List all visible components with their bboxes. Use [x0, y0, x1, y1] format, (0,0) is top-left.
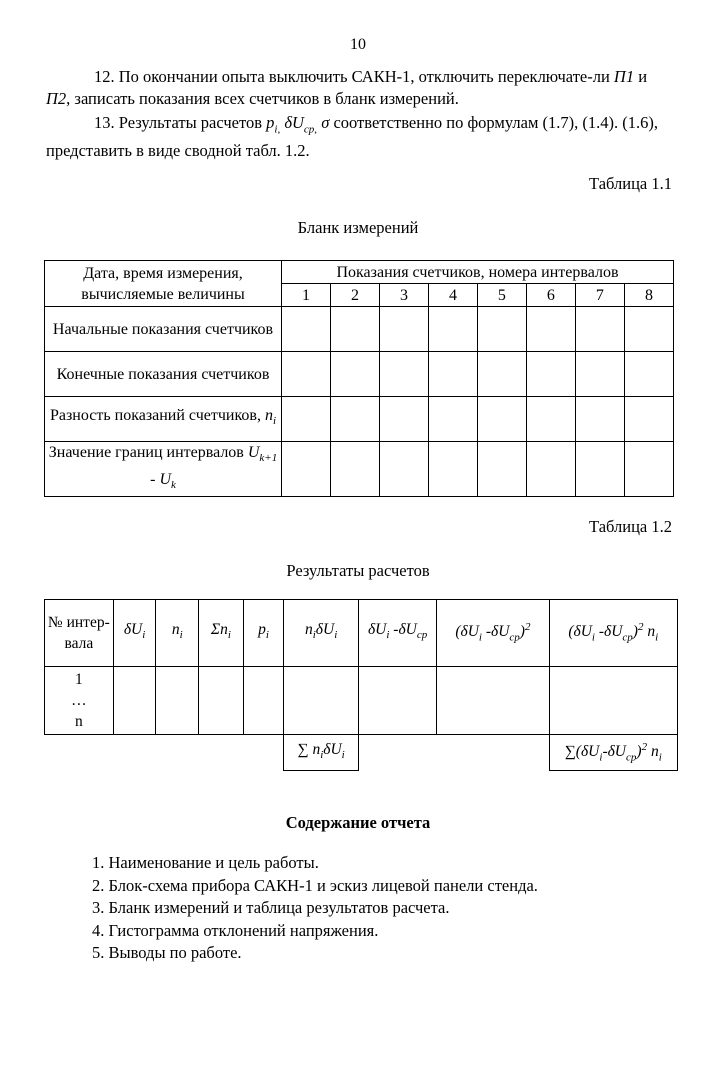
- t1-cell: [477, 352, 526, 397]
- t1-row-difference: [45, 397, 674, 442]
- t2-header-ni-du: $n_i\delta U_i$: [284, 600, 358, 667]
- list-item: 4. Гистограмма отклонений напряжения.: [92, 920, 379, 940]
- t1-cell: [282, 442, 331, 497]
- t1-row3-var-sub: i: [272, 415, 277, 428]
- t1-row4-var-a: U: [247, 444, 260, 461]
- t1-cell: [575, 442, 624, 497]
- t1-col-6: 6: [526, 284, 575, 307]
- t1-row3-text: Разность показаний счетчиков,: [49, 407, 261, 425]
- t1-row-label: Конечные показания счетчиков: [45, 352, 282, 397]
- p13-var-p: p: [266, 113, 275, 132]
- t1-cell: [624, 397, 673, 442]
- p12-var-p1: П1: [613, 67, 635, 86]
- p13-var-p-sub: i,: [274, 123, 281, 136]
- t1-row4-var-b: - U: [150, 471, 171, 489]
- t1-row4-var-a-sub: k+1: [259, 452, 278, 465]
- t2-header-diff-sq: ($\delta U_i$ $-\delta U_{cp})^2$: [437, 600, 549, 667]
- t2-header-diff-sq-n: ($\delta U_i$ $-\delta U_{cp})^2$ $n_i$: [549, 600, 678, 667]
- p12-text-a: 12. По окончании опыта выключить САКН-1, отключить переключате-ли: [94, 67, 614, 86]
- t2-header-diff: $\delta U_i$ $-\delta U_{cp}$: [358, 600, 436, 667]
- t1-cell: [526, 307, 575, 352]
- t1-cell: [428, 442, 477, 497]
- t1-cell: [379, 352, 428, 397]
- t1-cell: [624, 442, 673, 497]
- t1-cell: [330, 397, 379, 442]
- t2-blank: [45, 735, 284, 771]
- report-contents-title: Содержание отчета: [285, 813, 431, 832]
- t1-header-left: Дата, время измерения, вычисляемые величины: [45, 261, 282, 307]
- t2-row-labels: [45, 667, 114, 735]
- t2-cell: [284, 667, 358, 735]
- t1-cell: [428, 307, 477, 352]
- t1-cell: [575, 307, 624, 352]
- t1-cell: [379, 397, 428, 442]
- t1-row-boundaries: [45, 442, 674, 497]
- measurement-form-table: [44, 260, 674, 497]
- t1-header-group: Показания счетчиков, номера интервалов: [282, 261, 674, 284]
- paragraph-13: [46, 112, 674, 162]
- p12-text-c: и: [634, 67, 648, 86]
- t1-cell: [330, 352, 379, 397]
- t2-cell: [437, 667, 549, 735]
- t1-row-label: [45, 397, 282, 442]
- t2-header-sum-ni: $\Sigma n_i$: [199, 600, 244, 667]
- t1-row4-var-b-sub: k: [171, 479, 176, 492]
- t2-cell: [113, 667, 156, 735]
- t2-sum-diff-sq-n: $\sum(\delta U_i-\delta U_{cp})^2$ $n_i$: [549, 735, 678, 771]
- p13-var-du-sub: cp,: [303, 123, 318, 136]
- t1-col-2: 2: [330, 284, 379, 307]
- t1-cell: [526, 352, 575, 397]
- p12-var-p2: П2: [46, 89, 67, 108]
- t1-col-4: 4: [428, 284, 477, 307]
- list-item: 5. Выводы по работе.: [92, 943, 242, 962]
- t1-cell: [330, 307, 379, 352]
- t2-header-num: № интер-вала: [45, 600, 114, 667]
- t1-cell: [282, 397, 331, 442]
- t2-cell: [549, 667, 678, 735]
- t1-row-initial: [45, 307, 674, 352]
- t2-sum-ni-du: ∑ $n_i\delta U_i$: [284, 735, 358, 771]
- page-number: 10: [350, 36, 366, 53]
- t1-cell: [282, 352, 331, 397]
- t1-cell: [379, 307, 428, 352]
- t1-cell: [330, 442, 379, 497]
- calculation-results-table: [44, 599, 678, 771]
- t1-row-final: [45, 352, 674, 397]
- t1-col-1: 1: [282, 284, 331, 307]
- t1-col-8: 8: [624, 284, 673, 307]
- p13-text-e: соответственно по формулам (1.7), (1.4). (1.6), представить в виде сводной табл. 1.2.: [46, 113, 658, 161]
- t2-cell: [243, 667, 284, 735]
- table1-title: Бланк измерений: [297, 218, 419, 237]
- t2-cell: [199, 667, 244, 735]
- t1-cell: [575, 397, 624, 442]
- t1-row-label: [45, 442, 282, 497]
- t1-cell: [526, 442, 575, 497]
- t1-cell: [575, 352, 624, 397]
- p12-text-e: , записать показания всех счетчиков в бланк измерений.: [66, 89, 459, 108]
- t1-cell: [526, 397, 575, 442]
- t1-row-label: Начальные показания счетчиков: [45, 307, 282, 352]
- list-item: 3. Бланк измерений и таблица результатов расчета.: [92, 898, 450, 917]
- p13-var-du: δU: [280, 113, 304, 132]
- t1-cell: [477, 442, 526, 497]
- t1-col-7: 7: [575, 284, 624, 307]
- list-item: 2. Блок-схема прибора САКН-1 и эскиз лицевой панели стенда.: [92, 875, 538, 895]
- t1-cell: [379, 442, 428, 497]
- list-item: 1. Наименование и цель работы.: [92, 853, 319, 872]
- t1-col-3: 3: [379, 284, 428, 307]
- p13-text-a: 13. Результаты расчетов: [94, 113, 267, 132]
- t1-cell: [477, 307, 526, 352]
- t1-cell: [624, 307, 673, 352]
- t2-cell: [156, 667, 199, 735]
- table1-caption: Таблица 1.1: [589, 174, 672, 193]
- t1-cell: [428, 352, 477, 397]
- table2-caption: Таблица 1.2: [589, 517, 672, 536]
- table2-title: Результаты расчетов: [286, 561, 430, 580]
- t2-blank: [358, 735, 549, 771]
- t1-cell: [282, 307, 331, 352]
- t1-cell: [477, 397, 526, 442]
- paragraph-12: [46, 66, 674, 110]
- t2-header-pi: $p_i$: [243, 600, 284, 667]
- t2-row-label-ellipsis: …: [71, 692, 87, 709]
- t1-col-5: 5: [477, 284, 526, 307]
- t2-row-label-last: n: [74, 713, 83, 730]
- p13-var-sigma: σ: [317, 113, 330, 132]
- t1-cell: [428, 397, 477, 442]
- t1-row4-text: Значение границ интервалов: [48, 444, 244, 461]
- t2-row-label-first: 1: [74, 671, 83, 688]
- report-contents-list: [92, 852, 538, 965]
- t2-header-du: $\delta U_i$: [113, 600, 156, 667]
- t1-cell: [624, 352, 673, 397]
- t2-cell: [358, 667, 436, 735]
- t2-header-ni: $n_i$: [156, 600, 199, 667]
- t1-row3-var: n: [264, 407, 273, 425]
